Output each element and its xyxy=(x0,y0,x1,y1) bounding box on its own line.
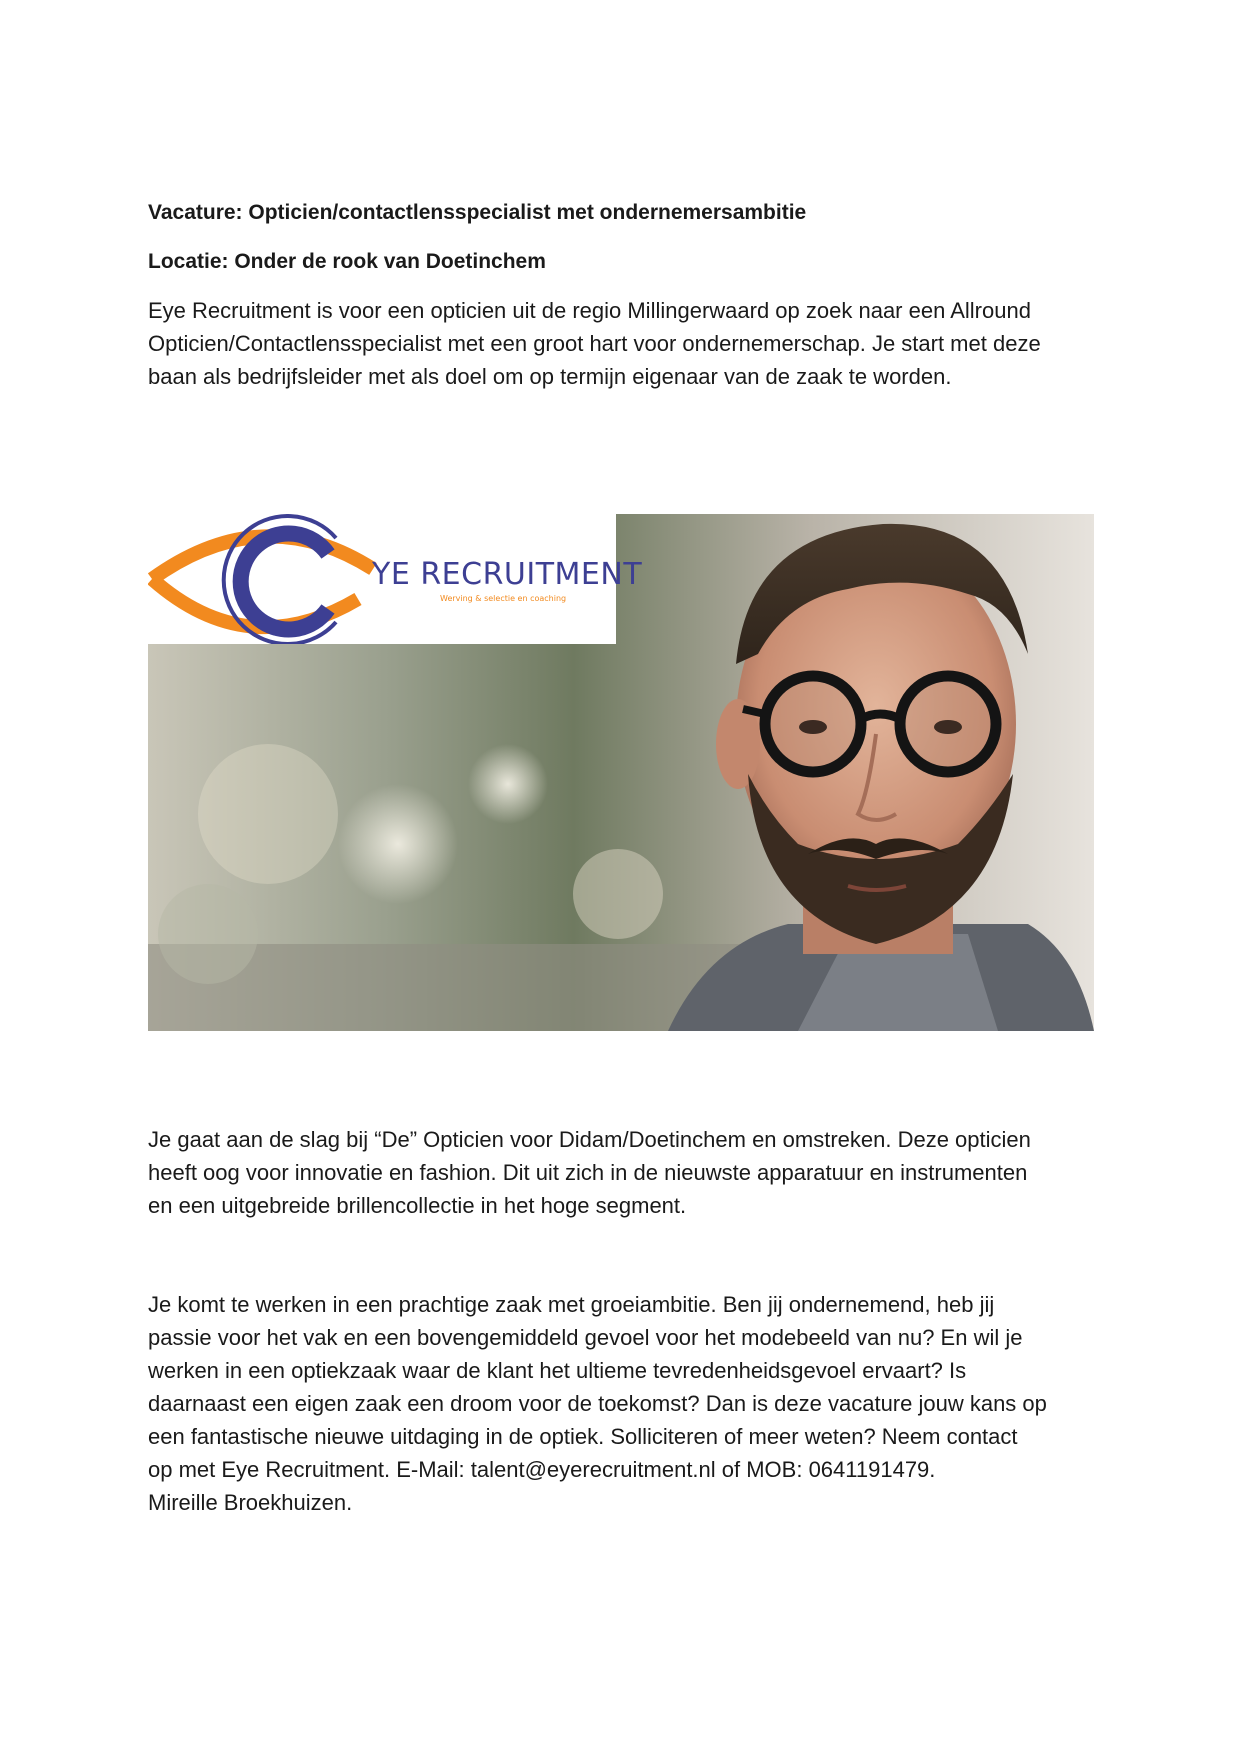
paragraph-line: passie voor het vak en een bovengemiddeld gevoel voor het modebeeld van nu? En wil je xyxy=(148,1325,1023,1350)
paragraph-line: Je gaat aan de slag bij “De” Opticien voor Didam/Doetinchem en omstreken. Deze opticien xyxy=(148,1127,1031,1152)
intro-line: Eye Recruitment is voor een opticien uit de regio Millingerwaard op zoek naar een Allround xyxy=(148,298,1031,323)
contact-line: op met Eye Recruitment. E-Mail: talent@eyerecruitment.nl of MOB: 0641191479. xyxy=(148,1457,936,1482)
paragraph-line: Je komt te werken in een prachtige zaak met groeiambitie. Ben jij ondernemend, heb jij xyxy=(148,1292,995,1317)
signature-name: Mireille Broekhuizen. xyxy=(148,1490,353,1515)
logo-tagline: Werving & selectie en coaching xyxy=(440,594,567,603)
paragraph-line: daarnaast een eigen zaak een droom voor de toekomst? Dan is deze vacature jouw kans op xyxy=(148,1391,1047,1416)
body-paragraph-3 xyxy=(148,1288,1103,1519)
intro-line: baan als bedrijfsleider met als doel om op termijn eigenaar van de zaak te worden. xyxy=(148,364,952,389)
location-heading: Locatie: Onder de rook van Doetinchem xyxy=(148,250,546,273)
logo-wordmark: YE RECRUITMENT xyxy=(372,557,643,592)
intro-line: Opticien/Contactlensspecialist met een groot hart voor ondernemerschap. Je start met deze xyxy=(148,331,1041,356)
intro-paragraph xyxy=(148,294,1103,393)
paragraph-line: een fantastische nieuwe uitdaging in de optiek. Solliciteren of meer weten? Neem contact xyxy=(148,1424,1018,1449)
paragraph-line: heeft oog voor innovatie en fashion. Dit uit zich in de nieuwste apparatuur en instrumenten xyxy=(148,1160,1028,1185)
paragraph-line: werken in een optiekzaak waar de klant het ultieme tevredenheidsgevoel ervaart? Is xyxy=(148,1358,967,1383)
paragraph-line: en een uitgebreide brillencollectie in het hoge segment. xyxy=(148,1193,687,1218)
body-paragraph-2 xyxy=(148,1123,1103,1222)
vacancy-title: Vacature: Opticien/contactlensspecialist met ondernemersambitie xyxy=(148,201,807,224)
